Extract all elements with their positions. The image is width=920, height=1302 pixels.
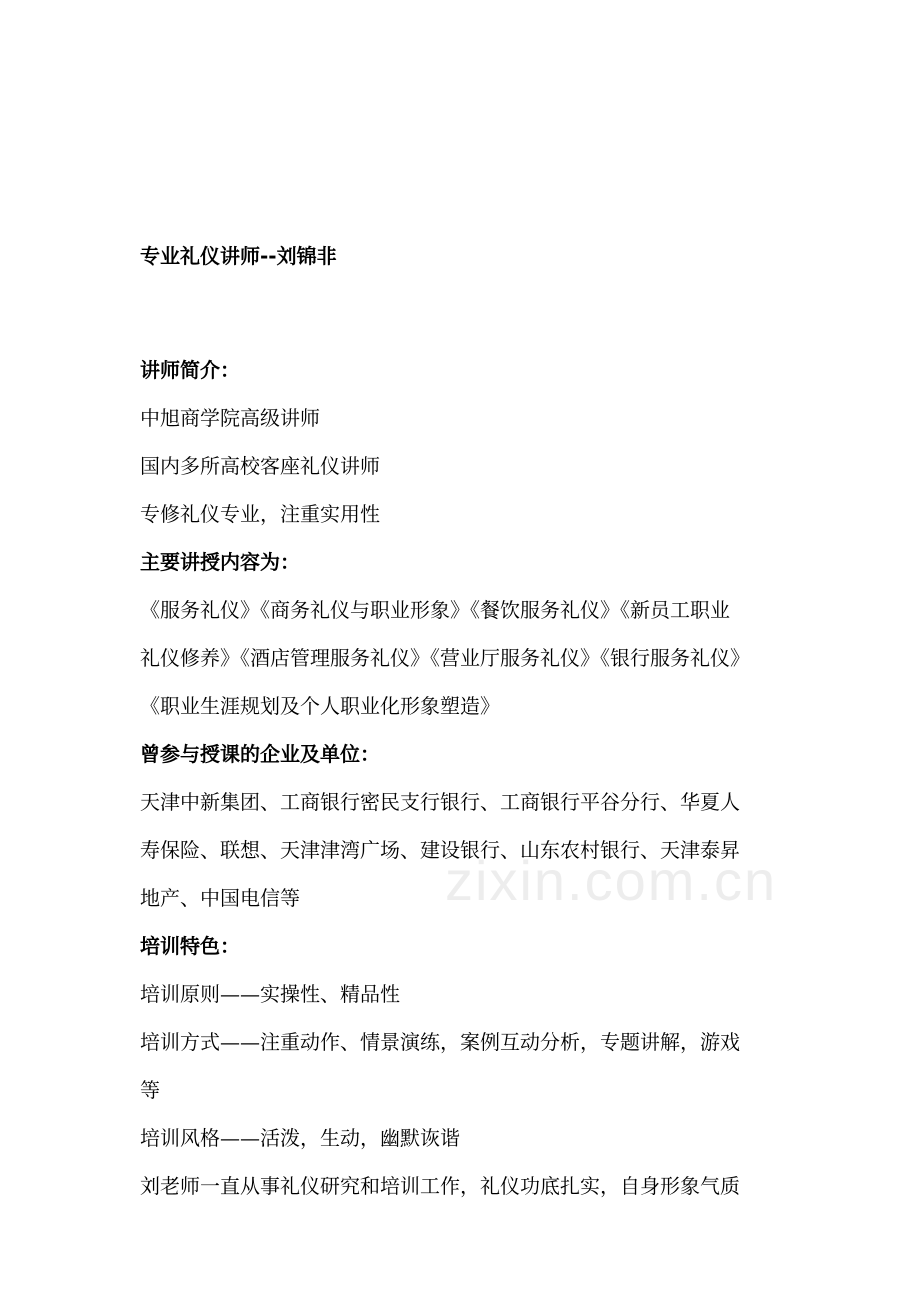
text-line: 培训风格——活泼，生动，幽默诙谐 [140, 1126, 460, 1150]
text-line: 培训方式——注重动作、情景演练，案例互动分析，专题讲解，游戏 [140, 1030, 740, 1054]
text-line: 《服务礼仪》《商务礼仪与职业形象》《餐饮服务礼仪》《新员工职业 [140, 598, 730, 622]
text-line: 《职业生涯规划及个人职业化形象塑造》 [140, 694, 500, 718]
text-line: 等 [140, 1078, 160, 1102]
section-heading-features: 培训特色： [140, 934, 240, 958]
section-heading-clients: 曾参与授课的企业及单位： [140, 742, 380, 766]
text-line: 礼仪修养》《酒店管理服务礼仪》《营业厅服务礼仪》《银行服务礼仪》 [140, 646, 750, 670]
text-line: 国内多所高校客座礼仪讲师 [140, 454, 380, 478]
text-line: 刘老师一直从事礼仪研究和培训工作，礼仪功底扎实，自身形象气质 [140, 1174, 740, 1198]
text-line: 培训原则——实操性、精品性 [140, 982, 400, 1006]
watermark: zixin.com.cn [445, 849, 778, 912]
document-body [140, 236, 790, 1210]
document-title: 专业礼仪讲师--刘锦非 [140, 244, 337, 268]
text-line: 专修礼仪专业，注重实用性 [140, 502, 380, 526]
text-line: 天津中新集团、工商银行密民支行银行、工商银行平谷分行、华夏人 [140, 790, 740, 814]
text-line: 地产、中国电信等 [140, 886, 300, 910]
text-line: 中旭商学院高级讲师 [140, 406, 320, 430]
section-heading-intro: 讲师简介： [140, 358, 240, 382]
text-line: 寿保险、联想、天津津湾广场、建设银行、山东农村银行、天津泰昇 [140, 838, 740, 862]
section-heading-courses: 主要讲授内容为： [140, 550, 300, 574]
